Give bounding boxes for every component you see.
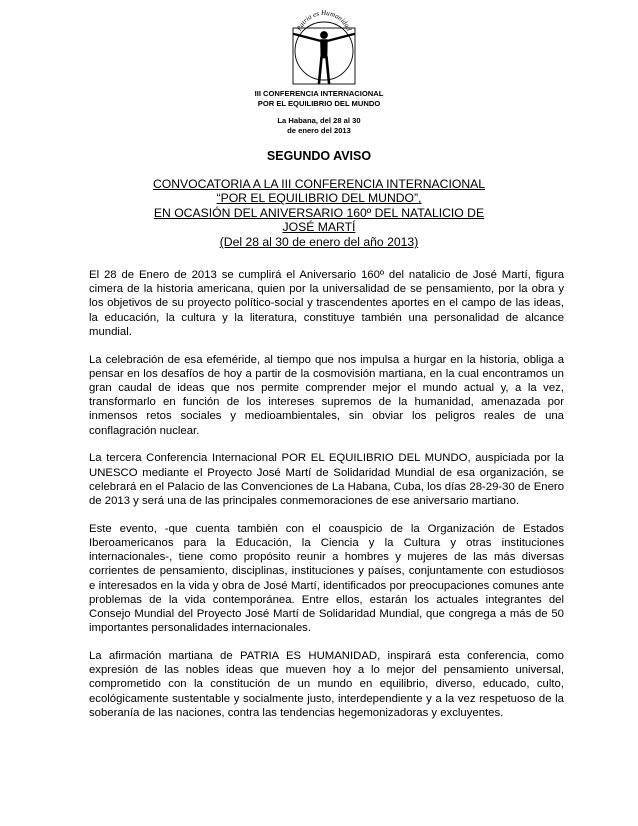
conference-line-2: POR EL EQUILIBRIO DEL MUNDO: [257, 98, 381, 108]
convocatoria-line-4: JOSÉ MARTÍ: [282, 219, 356, 234]
conference-header: [0, 89, 638, 108]
convocatoria-line-2: “POR EL EQUILIBRIO DEL MUNDO”,: [216, 191, 422, 206]
notice-title: SEGUNDO AVISO: [266, 149, 372, 163]
place-line-1: La Habana, del 28 al 30: [277, 116, 361, 125]
convocatoria-dates: (Del 28 al 30 de enero del año 2013): [219, 235, 419, 250]
place-line-2: de enero del 2013: [287, 125, 351, 135]
convocatoria-line-3: EN OCASIÓN DEL ANIVERSARIO 160º DEL NATALICIO DE: [153, 205, 485, 220]
document-body: [89, 268, 564, 720]
paragraph-5: La afirmación martiana de PATRIA ES HUMANIDAD, inspirará esta conferencia, como expresión de las nobles ideas que mueven hoy a lo mejor del pensamiento universal, comprometido con la constitución de un mundo en equilibrio, diverso, educado, culto, ecológicamente sustentable y socialmente justo, interdependiente y a la vez respetuoso de la soberanía de las naciones, contra las tendencias hegemonizadoras y excluyentes.: [89, 650, 564, 719]
place-date-header: [0, 116, 638, 135]
paragraph-1: El 28 de Enero de 2013 se cumplirá el Aniversario 160º del natalicio de José Martí, figura cimera de la historia americana, quien por la universalidad de se pensamiento, por la obra y los objetivos de su proyecto político-social y trascendentes aportes en el campo de las ideas, la educación, la cultura y la literatura, constituye también una personalidad de alcance mundial.: [89, 269, 564, 338]
convocatoria-heading: [0, 177, 638, 249]
paragraph-3: La tercera Conferencia Internacional POR EL EQUILIBRIO DEL MUNDO, auspiciada por la UNESCO mediante el Proyecto José Martí de Solidaridad Mundial de esa organización, se celebrará en el Palacio de las Convenciones de La Habana, Cuba, los días 28-29-30 de Enero de 2013 y será una de las principales conmemoraciones de ese aniversario martiano.: [89, 452, 564, 508]
conference-line-1: III CONFERENCIA INTERNACIONAL: [254, 89, 384, 98]
paragraph-4: Este evento, -que cuenta también con el coauspicio de la Organización de Estados Iberoamericanos para la Educación, la Ciencia y la Cultura y otras instituciones internacionales-, tiene como propósito reunir a hombres y mujeres de las más diversas corrientes de pensamiento, disciplinas, instituciones y países, conjuntamente con estudiosos e interesados en la vida y obra de José Martí, identificados por preocupaciones comunes ante problemas de la vida contemporánea. Entre ellos, estarán los actuales integrantes del Consejo Mundial del Proyecto José Martí de Solidaridad Mundial, que congrega a más de 50 importantes personalidades internacionales.: [89, 522, 564, 635]
logo-arc-text: Patria es Humanidad: [295, 8, 353, 33]
paragraph-2: La celebración de esa efeméride, al tiempo que nos impulsa a hurgar en la historia, obliga a pensar en los desafíos de hoy a partir de la cosmovisión martiana, en la cual encontramos un gran caudal de ideas que nos permite comprender mejor el mundo actual y, a la vez, transformarlo en función de los intereses supremos de la humanidad, amenazada por inmensos retos sociales y medioambientales, sin obviar los peligros reales de una conflagración nuclear.: [89, 353, 564, 437]
convocatoria-line-1: CONVOCATORIA A LA III CONFERENCIA INTERNACIONAL: [152, 177, 486, 191]
patria-es-humanidad-logo: [285, 0, 363, 86]
